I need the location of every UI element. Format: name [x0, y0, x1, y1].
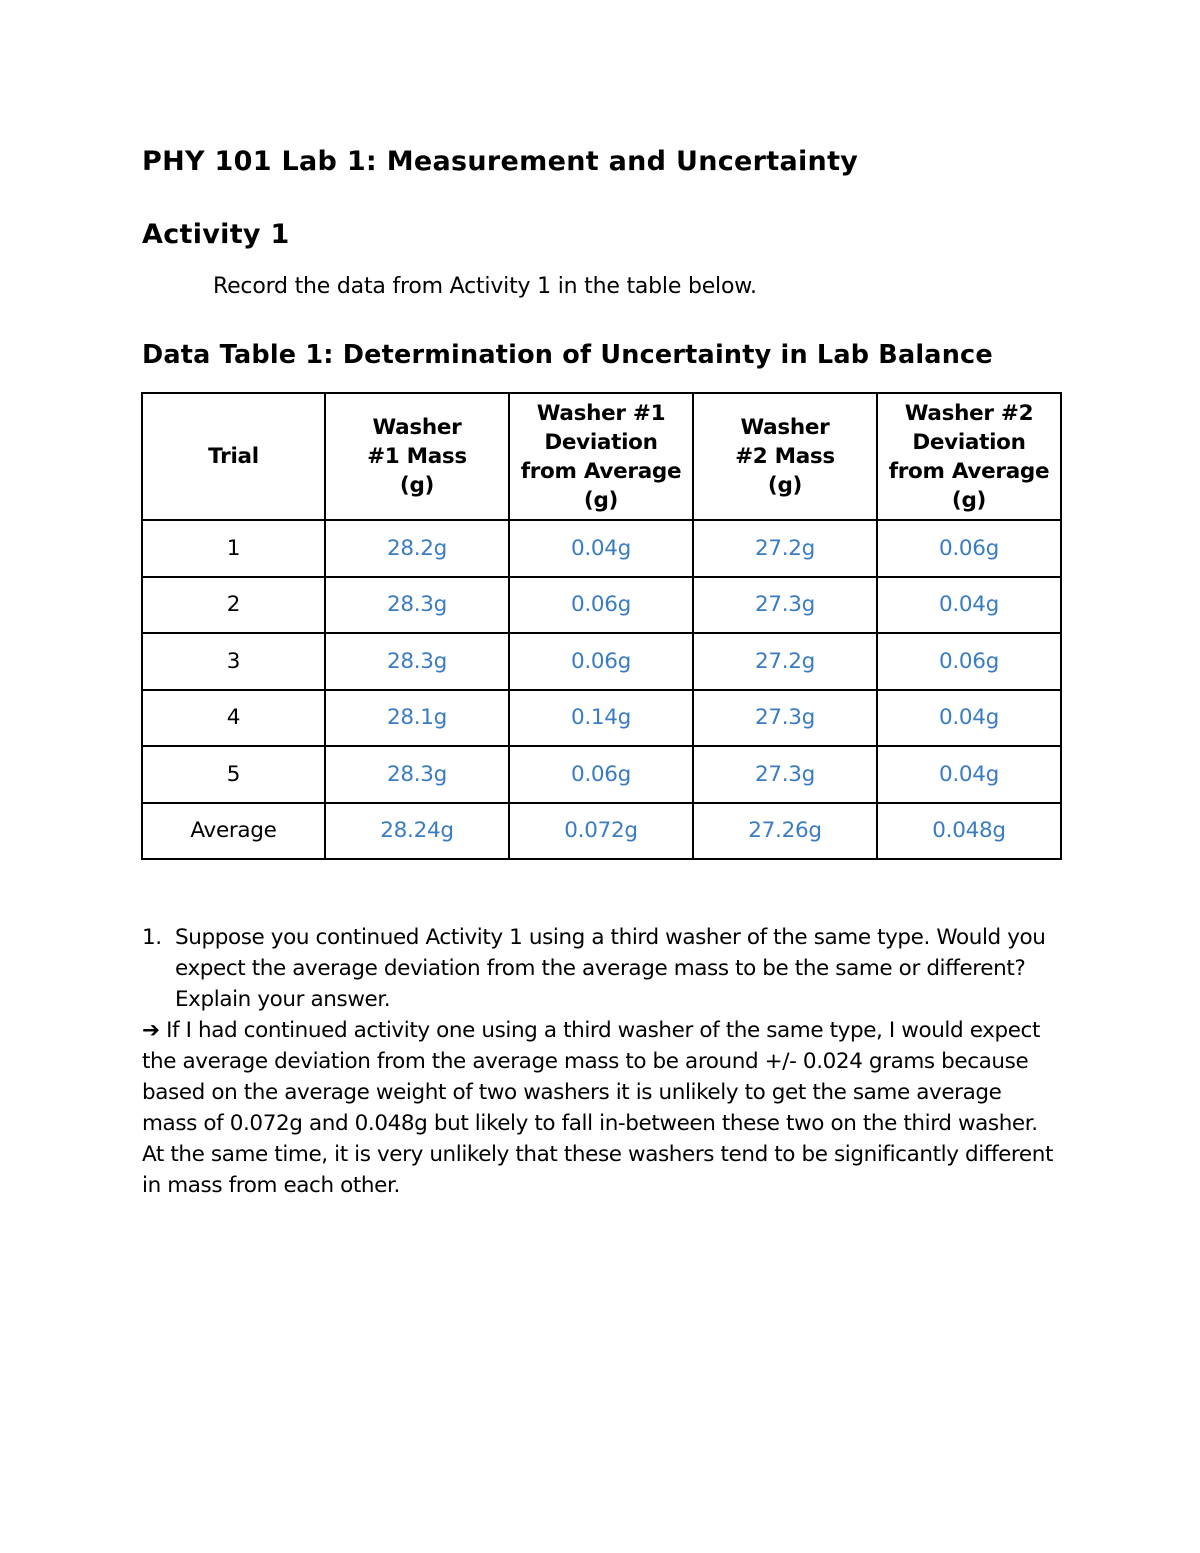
table-row — [142, 746, 1061, 803]
answer-paragraph — [142, 1015, 1062, 1201]
washer2-deviation-average-cell: 0.048g — [877, 803, 1061, 860]
washer1-deviation-cell: 0.06g — [509, 633, 693, 690]
washer2-mass-cell: 27.3g — [693, 577, 877, 634]
washer1-mass-cell: 28.2g — [325, 520, 509, 577]
trial-cell: 5 — [142, 746, 325, 803]
trial-cell: 2 — [142, 577, 325, 634]
washer2-deviation-cell: 0.04g — [877, 746, 1061, 803]
table-row — [142, 690, 1061, 747]
arrow-icon: ➔ — [142, 1018, 160, 1043]
table-row-average — [142, 803, 1061, 860]
table-row — [142, 577, 1061, 634]
average-label-cell: Average — [142, 803, 325, 860]
washer2-mass-average-cell: 27.26g — [693, 803, 877, 860]
table-title: Data Table 1: Determination of Uncertainty in Lab Balance — [142, 340, 993, 370]
trial-cell: 1 — [142, 520, 325, 577]
question-text: Suppose you continued Activity 1 using a third washer of the same type. Would you expect the average deviation from the average mass to be the same or different? Explain your answer. — [175, 925, 1046, 1012]
header-trial: Trial — [142, 393, 325, 520]
washer2-deviation-cell: 0.04g — [877, 690, 1061, 747]
washer2-deviation-cell: 0.06g — [877, 633, 1061, 690]
table-row — [142, 520, 1061, 577]
washer2-mass-cell: 27.3g — [693, 746, 877, 803]
activity-heading: Activity 1 — [142, 219, 290, 250]
washer1-mass-cell: 28.3g — [325, 633, 509, 690]
washer1-deviation-cell: 0.04g — [509, 520, 693, 577]
questions-section — [142, 922, 1062, 1201]
trial-cell: 4 — [142, 690, 325, 747]
washer2-mass-cell: 27.3g — [693, 690, 877, 747]
header-washer2-deviation: Washer #2 Deviation from Average (g) — [877, 393, 1061, 520]
question-number: 1. — [142, 925, 162, 950]
question-item — [142, 922, 1062, 1015]
washer1-mass-cell: 28.3g — [325, 577, 509, 634]
washer2-deviation-cell: 0.06g — [877, 520, 1061, 577]
washer1-mass-cell: 28.1g — [325, 690, 509, 747]
washer1-deviation-cell: 0.06g — [509, 746, 693, 803]
document-title: PHY 101 Lab 1: Measurement and Uncertainty — [142, 146, 859, 177]
washer2-mass-cell: 27.2g — [693, 633, 877, 690]
washer2-mass-cell: 27.2g — [693, 520, 877, 577]
washer1-deviation-cell: 0.06g — [509, 577, 693, 634]
table-row — [142, 633, 1061, 690]
instruction-text: Record the data from Activity 1 in the table below. — [213, 274, 757, 299]
washer1-mass-average-cell: 28.24g — [325, 803, 509, 860]
answer-text: If I had continued activity one using a third washer of the same type, I would expect the average deviation from the average mass to be around +/- 0.024 grams because based on the average weight of two washers it is unlikely to get the same average mass of 0.072g and 0.048g but likely to fall in-between these two on the third washer. At the same time, it is very unlikely that these washers tend to be significantly different in mass from each other. — [142, 1018, 1053, 1198]
header-washer2-mass: Washer #2 Mass (g) — [693, 393, 877, 520]
washer2-deviation-cell: 0.04g — [877, 577, 1061, 634]
data-table-1 — [141, 392, 1062, 860]
washer1-deviation-average-cell: 0.072g — [509, 803, 693, 860]
header-washer1-deviation: Washer #1 Deviation from Average (g) — [509, 393, 693, 520]
washer1-mass-cell: 28.3g — [325, 746, 509, 803]
trial-cell: 3 — [142, 633, 325, 690]
table-header-row — [142, 393, 1061, 520]
header-washer1-mass: Washer #1 Mass (g) — [325, 393, 509, 520]
washer1-deviation-cell: 0.14g — [509, 690, 693, 747]
